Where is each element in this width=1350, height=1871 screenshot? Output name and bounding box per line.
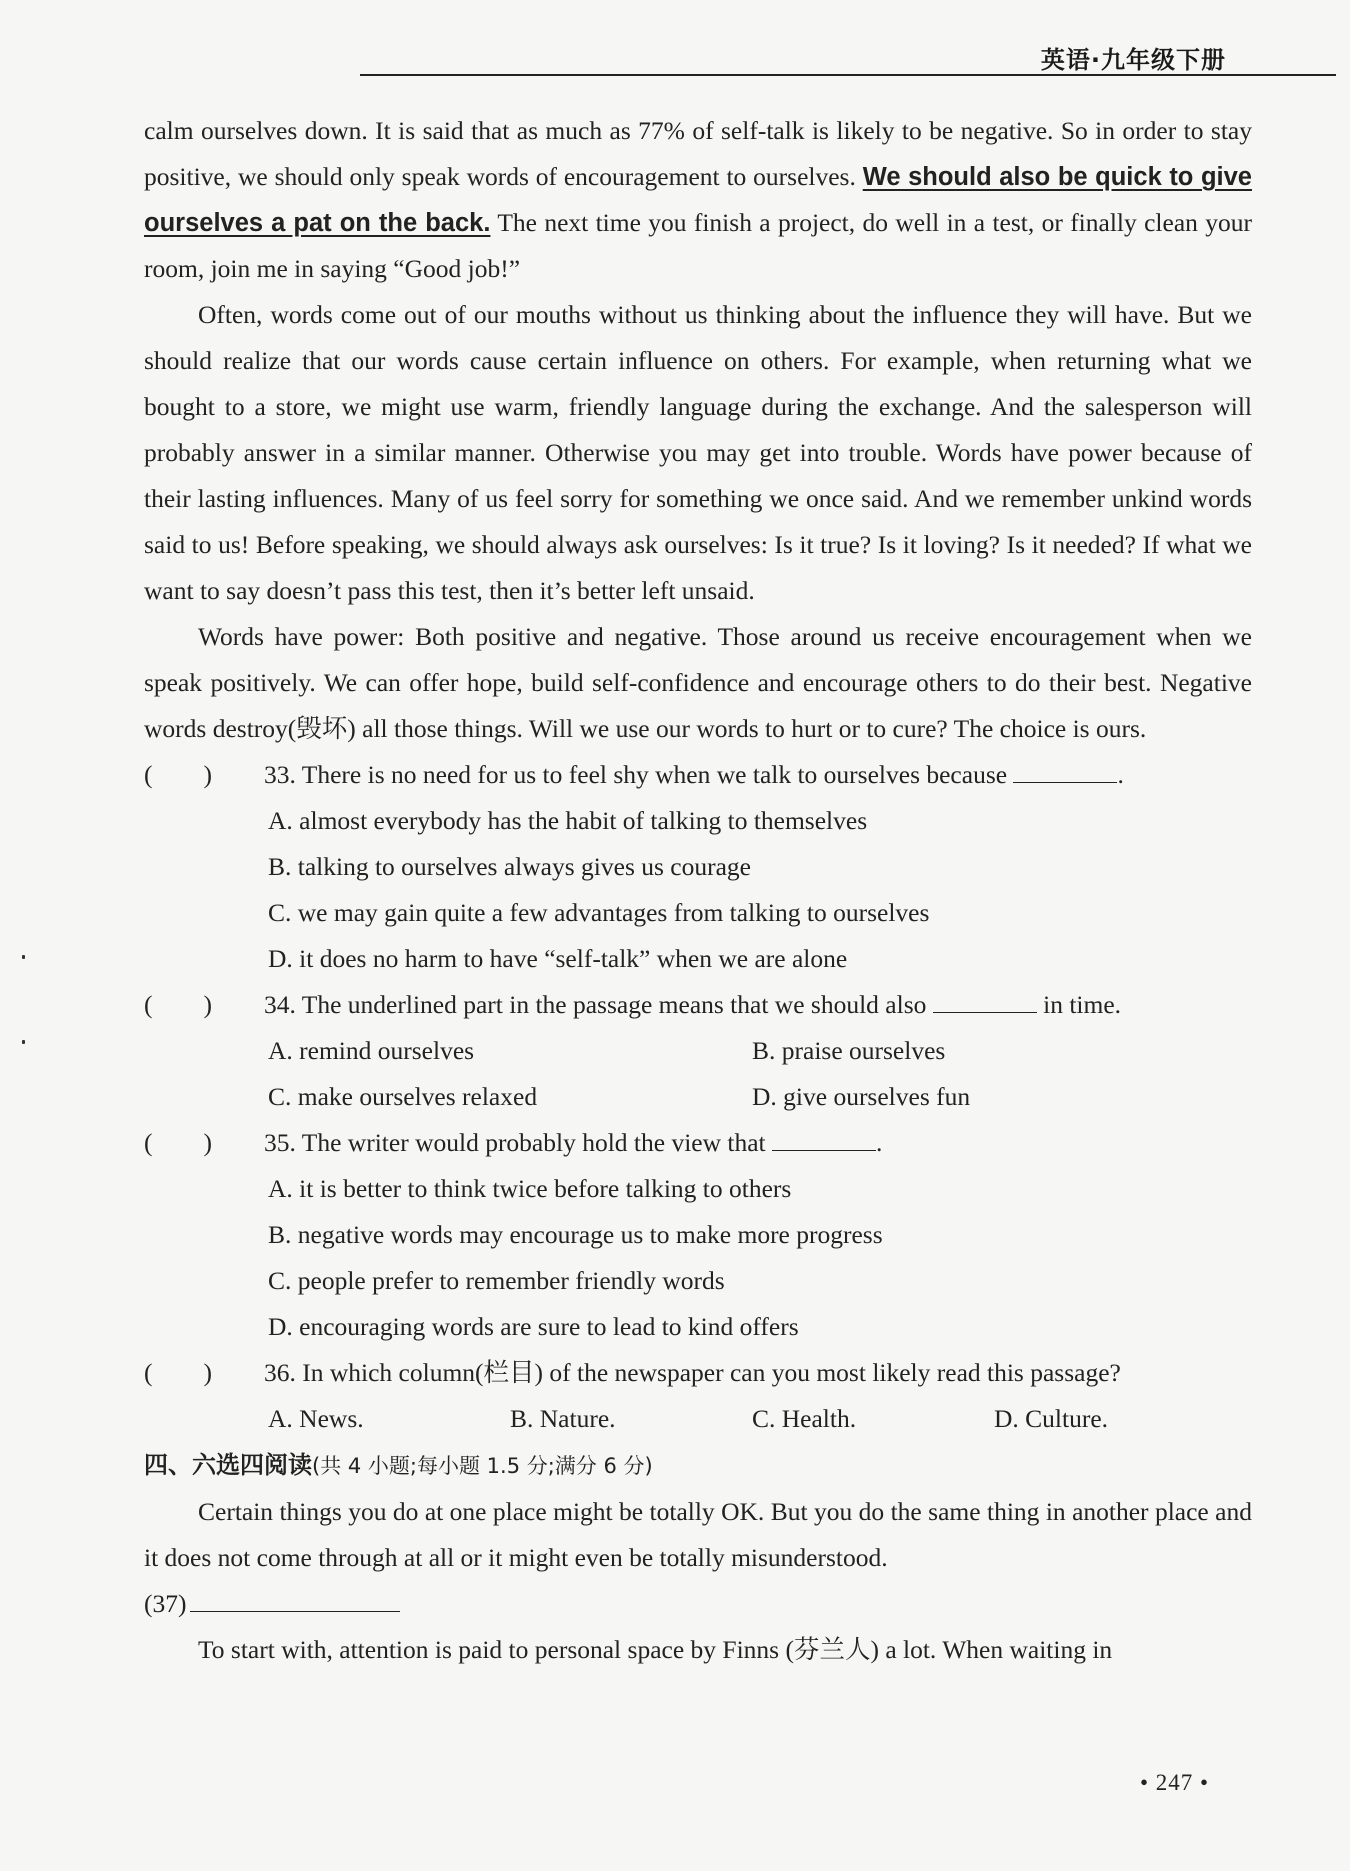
page-number: • 247 • bbox=[1140, 1770, 1210, 1795]
option-b[interactable]: B. negative words may encourage us to make more progress bbox=[268, 1220, 883, 1249]
page-header bbox=[0, 40, 1336, 80]
question-stem bbox=[144, 982, 1252, 1028]
section-heading bbox=[144, 1442, 1252, 1489]
option-c[interactable]: C. people prefer to remember friendly words bbox=[268, 1266, 725, 1295]
option-a[interactable]: A. it is better to think twice before talking to others bbox=[268, 1174, 792, 1203]
option-c[interactable]: C. make ourselves relaxed bbox=[268, 1082, 538, 1111]
header-rule bbox=[360, 74, 1336, 76]
option-c[interactable]: C. Health. bbox=[752, 1404, 857, 1433]
question-text: 33. There is no need for us to feel shy when we talk to ourselves because bbox=[264, 760, 1014, 789]
answer-line[interactable] bbox=[190, 1581, 400, 1612]
answer-bracket[interactable]: ( ) bbox=[144, 760, 212, 789]
answer-blank bbox=[933, 984, 1037, 1013]
passage-paragraph bbox=[144, 108, 1252, 292]
options bbox=[144, 1028, 1252, 1120]
page-content bbox=[144, 108, 1252, 1673]
question-36 bbox=[144, 1350, 1252, 1442]
options bbox=[144, 1396, 1252, 1442]
paragraph-text: The next time you finish a project, do well in a test, or finally clean your room, join me in saying “Good job!” bbox=[144, 208, 1252, 283]
question-text: 35. The writer would probably hold the view that bbox=[264, 1128, 773, 1157]
question-stem bbox=[144, 1120, 1252, 1166]
scan-speck bbox=[22, 955, 25, 959]
question-33 bbox=[144, 752, 1252, 982]
options bbox=[144, 798, 1252, 982]
option-d[interactable]: D. it does no harm to have “self-talk” when we are alone bbox=[268, 944, 848, 973]
option-d[interactable]: D. give ourselves fun bbox=[752, 1082, 971, 1111]
answer-bracket[interactable]: ( ) bbox=[144, 990, 212, 1019]
question-stem bbox=[144, 752, 1252, 798]
option-a[interactable]: A. remind ourselves bbox=[268, 1036, 475, 1065]
section-note: (共 4 小题;每小题 1.5 分;满分 6 分) bbox=[312, 1454, 653, 1478]
question-35 bbox=[144, 1120, 1252, 1350]
question-text: 36. In which column(栏目) of the newspaper can you most likely read this passage? bbox=[264, 1358, 1121, 1387]
answer-bracket[interactable]: ( ) bbox=[144, 1128, 212, 1157]
options bbox=[144, 1166, 1252, 1350]
question-stem bbox=[144, 1350, 1252, 1396]
answer-bracket[interactable]: ( ) bbox=[144, 1358, 212, 1387]
blank-37 bbox=[144, 1581, 1252, 1627]
option-c[interactable]: C. we may gain quite a few advantages from talking to ourselves bbox=[268, 898, 930, 927]
passage-paragraph: Certain things you do at one place might be totally OK. But you do the same thing in another place and it does not come through at all or it might even be totally misunderstood. bbox=[144, 1497, 1252, 1572]
passage-paragraph: Words have power: Both positive and negative. Those around us receive encouragement when we speak positively. We can offer hope, build self-confidence and encourage others to do their best. Negative words destroy(毁坏) all those things. Will we use our words to hurt or to cure? The choice is ours. bbox=[144, 622, 1252, 743]
option-d[interactable]: D. encouraging words are sure to lead to kind offers bbox=[268, 1312, 799, 1341]
option-b[interactable]: B. Nature. bbox=[510, 1404, 616, 1433]
option-a[interactable]: A. News. bbox=[268, 1404, 364, 1433]
option-d[interactable]: D. Culture. bbox=[994, 1404, 1109, 1433]
option-b[interactable]: B. praise ourselves bbox=[752, 1036, 946, 1065]
paragraph-text: calm ourselves down. It is said that as much as 77% of self-talk is likely to be negative. So in order to stay positive, we should only speak words of encouragement to ourselves. bbox=[144, 116, 1252, 191]
book-title: 英语·九年级下册 bbox=[1040, 46, 1226, 74]
question-text-end: in time. bbox=[1036, 990, 1122, 1019]
question-34 bbox=[144, 982, 1252, 1120]
section-title: 四、六选四阅读 bbox=[144, 1451, 312, 1479]
question-text: 34. The underlined part in the passage means that we should also bbox=[264, 990, 933, 1019]
question-text-end: . bbox=[1117, 760, 1124, 789]
option-b[interactable]: B. talking to ourselves always gives us courage bbox=[268, 852, 751, 881]
passage-paragraph: To start with, attention is paid to personal space by Finns (芬兰人) a lot. When waiting in bbox=[198, 1635, 1113, 1664]
blank-label: (37) bbox=[144, 1589, 187, 1618]
answer-blank bbox=[1013, 754, 1117, 783]
scan-speck bbox=[22, 1040, 25, 1044]
passage-paragraph: Often, words come out of our mouths without us thinking about the influence they will have. But we should realize that our words cause certain influence on others. For example, when returning what we bought to a store, we might use warm, friendly language during the exchange. And the salesperson will probably answer in a similar manner. Otherwise you may get into trouble. Words have power because of their lasting influences. Many of us feel sorry for something we once said. And we remember unkind words said to us! Before speaking, we should always ask ourselves: Is it true? Is it loving? Is it needed? If what we want to say doesn’t pass this test, then it’s better left unsaid. bbox=[144, 300, 1252, 605]
answer-blank bbox=[772, 1122, 876, 1151]
underlined-sentence: We should also be quick to give ourselves a pat on the back. bbox=[144, 163, 1252, 237]
option-a[interactable]: A. almost everybody has the habit of talking to themselves bbox=[268, 806, 868, 835]
question-text-end: . bbox=[876, 1128, 883, 1157]
